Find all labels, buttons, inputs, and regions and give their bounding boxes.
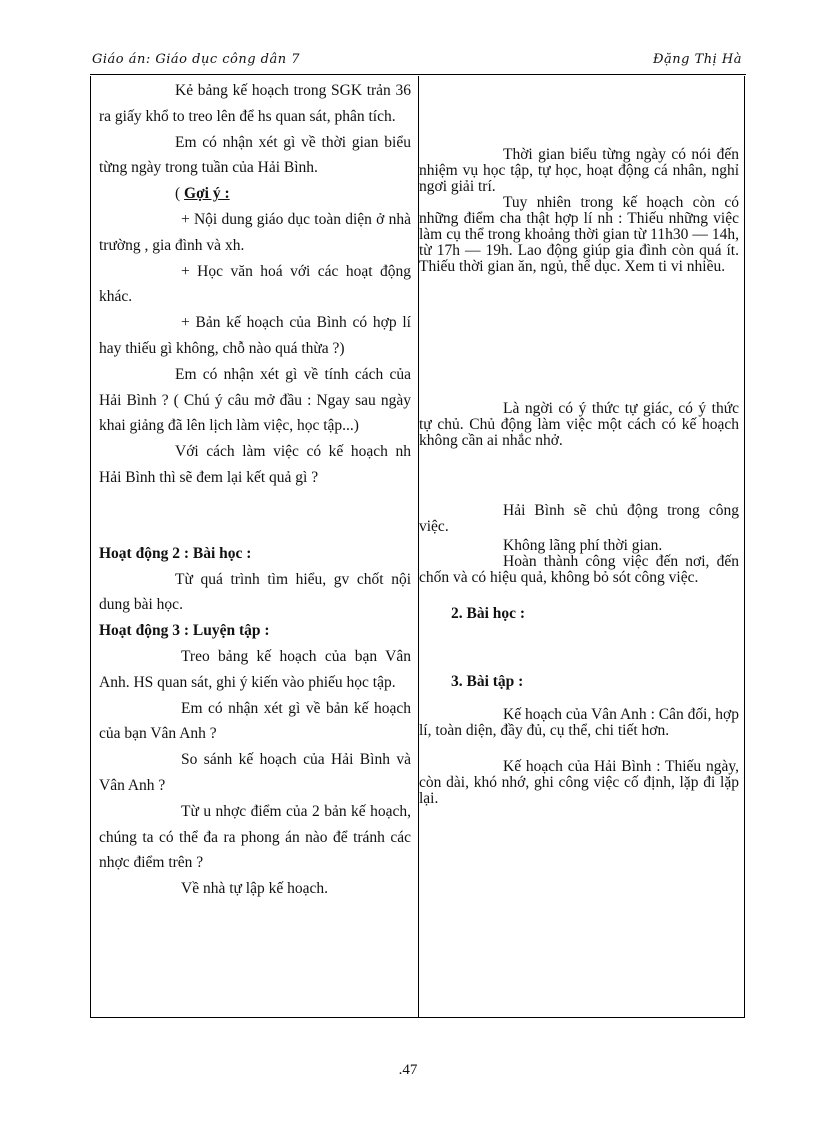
page-number: .47 [398, 1062, 418, 1078]
right-paragraph: Không lãng phí thời gian. [503, 537, 663, 554]
right-paragraph: Hoàn thành công việc đến nơi, đến chốn và có hiệu quả, không bỏ sót công việc. [419, 553, 739, 586]
left-paragraph: Em có nhận xét gì về tính cách của Hải Bình ? ( Chú ý câu mở đầu : Ngay sau ngày khai giảng đã lên lịch làm việc, học tập...) [99, 365, 411, 435]
left-paragraph: + Học văn hoá với các hoạt động khác. [99, 262, 411, 306]
right-paragraph: Kế hoạch của Vân Anh : Cân đối, hợp lí, toàn diện, đầy đủ, cụ thể, chi tiết hơn. [419, 706, 739, 739]
section-3-heading: 3. Bài tập : [451, 673, 524, 690]
header-rule [90, 74, 746, 75]
right-paragraph: Hải Bình sẽ chủ động trong công việc. [419, 502, 739, 535]
page-header [92, 50, 742, 72]
left-paragraph: + Nội dung giáo dục toàn diện ở nhà trường , gia đình và xh. [99, 210, 411, 254]
right-paragraph: Là ngời có ý thức tự giác, có ý thức tự chủ. Chủ động làm việc một cách có kế hoạch không cần ai nhắc nhở. [419, 400, 739, 449]
hint-title: Gợi ý : [184, 185, 230, 203]
hint-label [99, 181, 411, 207]
lesson-table [90, 76, 745, 1018]
left-paragraph: Từ quá trình tìm hiểu, gv chốt nội dung bài học. [99, 570, 411, 614]
activity-2-heading: Hoạt động 2 : Bài học : [99, 544, 252, 562]
header-author: Đặng Thị Hà [653, 52, 742, 67]
section-2-heading: 2. Bài học : [451, 605, 526, 622]
left-paragraph: Kẻ bảng kế hoạch trong SGK trản 36 ra giấy khổ to treo lên để hs quan sát, phân tích. [99, 82, 411, 125]
right-paragraph: Tuy nhiên trong kế hoạch còn có những điểm cha thật hợp lí nh : Thiếu những việc làm cụ thể trong khoảng thời gian từ 11h30 — 14h, từ 17h — 19h. Lao động giúp gia đình còn quá ít. Thiếu thời gian ăn, ngủ, thể dục. Xem ti vi nhiều. [419, 194, 739, 275]
left-paragraph: Em có nhận xét gì về thời gian biểu từng ngày trong tuần của Hải Bình. [99, 133, 411, 177]
left-paragraph: Với cách làm việc có kế hoạch nh Hải Bình thì sẽ đem lại kết quả gì ? [99, 443, 411, 486]
left-paragraph: Từ u nhợc điểm của 2 bản kế hoạch, chúng ta có thể đa ra phong án nào để tránh các nhợc điểm trên ? [99, 802, 411, 872]
right-paragraph: Thời gian biểu từng ngày có nói đến nhiệm vụ học tập, tự học, hoạt động cá nhân, nghỉ ngơi giải trí. [419, 146, 739, 195]
teacher-activities-column [99, 78, 411, 902]
activity-3-heading: Hoạt động 3 : Luyện tập : [99, 622, 270, 640]
left-paragraph: Về nhà tự lập kế hoạch. [181, 880, 328, 898]
left-paragraph: So sánh kế hoạch của Hải Bình và Vân Anh ? [99, 751, 411, 794]
left-paragraph: + Bản kế hoạch của Bình có hợp lí hay thiếu gì không, chỗ nào quá thừa ?) [99, 314, 411, 357]
left-paragraph: Treo bảng kế hoạch của bạn Vân Anh. HS quan sát, ghi ý kiến vào phiếu học tập. [99, 647, 411, 691]
hint-open: ( [175, 185, 185, 203]
spacer [99, 491, 411, 541]
header-title: Giáo án: Giáo dục công dân 7 [92, 52, 301, 67]
right-paragraph: Kế hoạch của Hải Bình : Thiếu ngày, còn dài, khó nhớ, ghi công việc cố định, lặp đi lặp lại. [419, 758, 739, 807]
left-paragraph: Em có nhận xét gì về bản kế hoạch của bạn Vân Anh ? [99, 699, 411, 743]
